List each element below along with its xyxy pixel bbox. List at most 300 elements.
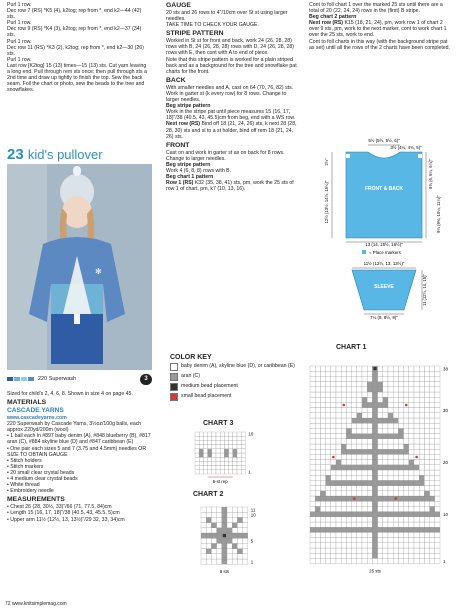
chart-cell	[331, 486, 336, 491]
chart-cell	[310, 444, 315, 449]
chart-cell	[378, 486, 383, 491]
chart-cell	[206, 538, 211, 543]
chart-cell	[398, 506, 403, 511]
chart-cell	[404, 538, 409, 543]
chart-cell	[201, 523, 206, 528]
chart-cell	[352, 527, 357, 532]
chart-cell	[367, 449, 372, 454]
chart-cell	[352, 413, 357, 418]
chart-cell	[229, 449, 233, 453]
chart-cell	[388, 543, 393, 548]
chart-cell	[424, 470, 429, 475]
chart-cell	[414, 371, 419, 376]
chart-cell	[388, 553, 393, 558]
yarn-url[interactable]: www.cascadeyarns.com	[7, 415, 67, 422]
chart-cell	[310, 460, 315, 465]
chart-cell	[326, 532, 331, 537]
chart-cell	[315, 382, 320, 387]
chart-cell	[320, 465, 325, 470]
chart-cell	[336, 496, 341, 501]
chart-cell	[430, 387, 435, 392]
chart-cell	[398, 512, 403, 517]
chart-cell	[341, 470, 346, 475]
place-markers-legend: = Place markers	[369, 250, 401, 255]
chart-cell	[435, 423, 440, 428]
chart-cell	[211, 512, 216, 517]
chart-cell	[232, 523, 237, 528]
chart-cell	[346, 553, 351, 558]
chart-label: 38	[443, 366, 448, 372]
chart-label: 6-st rep	[212, 479, 228, 484]
chart-cell	[419, 527, 424, 532]
chart-cell	[367, 475, 372, 480]
chart-cell	[378, 449, 383, 454]
chart-cell	[419, 506, 424, 511]
chart-cell	[372, 538, 377, 543]
chart-cell	[435, 382, 440, 387]
place-marker-icon	[418, 154, 422, 158]
chart-cell	[367, 434, 372, 439]
materials-section	[7, 391, 152, 523]
chart-cell	[320, 434, 325, 439]
chart-cell	[222, 549, 227, 554]
chart-cell	[398, 543, 403, 548]
chart-cell	[336, 423, 341, 428]
chart-cell	[367, 496, 372, 501]
chart-cell	[211, 528, 216, 533]
chart-cell	[414, 376, 419, 381]
chart-cell	[409, 517, 414, 522]
chart-cell	[378, 491, 383, 496]
chart-cell	[414, 449, 419, 454]
chart-cell	[346, 366, 351, 371]
chart-cell	[352, 423, 357, 428]
back-next-row-text: Bind off 18 (21, 24, 26) sts, k next 28 (28, 28, 30) sts and sl to a st holder, bind off rem 18 (21, 24, 26) sts.	[166, 121, 297, 140]
chart2-title: CHART 2	[193, 491, 224, 498]
chart-cell	[237, 538, 242, 543]
chart-cell	[435, 413, 440, 418]
chart-cell	[419, 517, 424, 522]
schematic-neck-width: 5½ (5½, 5½, 6)"	[368, 138, 400, 143]
chart-cell	[220, 432, 224, 436]
color-key-item	[170, 363, 310, 371]
chart-cell	[362, 428, 367, 433]
chart-cell	[424, 449, 429, 454]
chart-cell	[341, 387, 346, 392]
chart-cell	[331, 522, 336, 527]
chart-cell	[362, 512, 367, 517]
chart-cell	[414, 402, 419, 407]
chart-cell	[206, 549, 211, 554]
chart-cell	[357, 402, 362, 407]
chart-cell	[435, 491, 440, 496]
chart-cell	[372, 512, 377, 517]
chart-cell	[232, 549, 237, 554]
chart-cell	[315, 496, 320, 501]
chart-cell	[362, 460, 367, 465]
chart-cell	[409, 465, 414, 470]
chart-cell	[336, 449, 341, 454]
chart-cell	[336, 366, 341, 371]
chart-cell	[388, 548, 393, 553]
chart-cell	[336, 491, 341, 496]
chart-cell	[419, 480, 424, 485]
chart-cell	[341, 532, 346, 537]
chart-cell	[393, 418, 398, 423]
chart-cell	[357, 491, 362, 496]
chart-cell	[367, 428, 372, 433]
chart-cell	[398, 491, 403, 496]
chart-cell	[352, 532, 357, 537]
chart-cell	[424, 376, 429, 381]
chart-cell	[199, 445, 203, 449]
small-bead-marker	[405, 404, 408, 407]
chart-cell	[310, 548, 315, 553]
chart-cell	[404, 371, 409, 376]
chart-cell	[320, 506, 325, 511]
yarn-info-bar	[7, 372, 152, 386]
chart-cell	[393, 491, 398, 496]
chart-cell	[222, 559, 227, 564]
small-bead-marker	[395, 497, 398, 500]
yarn-swatch	[28, 377, 34, 381]
chart-cell	[383, 512, 388, 517]
chart-cell	[378, 454, 383, 459]
chart-cell	[372, 444, 377, 449]
chart-cell	[409, 439, 414, 444]
chart-cell	[320, 454, 325, 459]
chart-cell	[362, 366, 367, 371]
chart-cell	[199, 440, 203, 444]
chart-cell	[237, 559, 242, 564]
schematic-sleeve-top: 11½ (12½, 13, 13½)"	[363, 261, 405, 266]
chart-cell	[388, 423, 393, 428]
chart-cell	[367, 454, 372, 459]
chart-cell	[341, 439, 346, 444]
chart-cell	[237, 543, 242, 548]
chart-cell	[393, 434, 398, 439]
chart-cell	[346, 439, 351, 444]
color-swatch	[170, 383, 178, 391]
chart-cell	[430, 491, 435, 496]
chart-cell	[404, 532, 409, 537]
chart-cell	[367, 392, 372, 397]
chart-cell	[208, 436, 212, 440]
chart-cell	[320, 480, 325, 485]
chart-cell	[346, 501, 351, 506]
chart-cell	[211, 549, 216, 554]
chart-cell	[203, 466, 207, 470]
chart-cell	[336, 382, 341, 387]
chart-cell	[367, 548, 372, 553]
chart-cell	[404, 558, 409, 563]
chart-label: 10	[250, 512, 256, 518]
chart-cell	[346, 413, 351, 418]
chart-cell	[326, 543, 331, 548]
chart-cell	[430, 538, 435, 543]
chart-cell	[435, 371, 440, 376]
chart-cell	[220, 453, 224, 457]
stripe-heading: STRIPE PATTERN	[166, 30, 224, 38]
chart-cell	[199, 461, 203, 465]
chart-cell	[362, 475, 367, 480]
chart-cell	[362, 371, 367, 376]
chart-cell	[372, 428, 377, 433]
chart-cell	[203, 457, 207, 461]
chart-cell	[212, 466, 216, 470]
chart-cell	[435, 444, 440, 449]
chart-cell	[383, 382, 388, 387]
chart3-grid	[193, 430, 263, 484]
chart-cell	[409, 475, 414, 480]
chart-cell	[310, 392, 315, 397]
pattern-instructions-col2	[166, 2, 300, 192]
chart-cell	[243, 559, 248, 564]
chart-cell	[419, 558, 424, 563]
chart-cell	[203, 440, 207, 444]
chart-cell	[378, 408, 383, 413]
chart-cell	[199, 466, 203, 470]
chart-cell	[414, 387, 419, 392]
chart-cell	[224, 457, 228, 461]
chart-cell	[372, 465, 377, 470]
chart-cell	[326, 480, 331, 485]
chart-cell	[372, 423, 377, 428]
chart-cell	[424, 491, 429, 496]
chart-cell	[393, 371, 398, 376]
chart-cell	[367, 543, 372, 548]
chart-cell	[419, 501, 424, 506]
chart-cell	[430, 428, 435, 433]
chart-cell	[232, 533, 237, 538]
chart-cell	[203, 461, 207, 465]
chart-cell	[430, 402, 435, 407]
chart-cell	[404, 517, 409, 522]
chart-cell	[419, 418, 424, 423]
chart-cell	[414, 491, 419, 496]
chart-cell	[320, 491, 325, 496]
chart-cell	[435, 543, 440, 548]
chart-cell	[424, 522, 429, 527]
chart-cell	[430, 486, 435, 491]
chart-cell	[352, 439, 357, 444]
chart-cell	[331, 428, 336, 433]
chart-cell	[357, 538, 362, 543]
back-stripe-subheading: Beg stripe pattern	[166, 103, 211, 110]
chart-cell	[414, 512, 419, 517]
chart-cell	[341, 392, 346, 397]
chart-cell	[378, 382, 383, 387]
schematic-sleeve-cuff: 7¼ (8, 8½, 9)"	[370, 315, 398, 320]
chart-cell	[388, 501, 393, 506]
chart-cell	[320, 376, 325, 381]
chart-cell	[331, 527, 336, 532]
chart-cell	[430, 366, 435, 371]
chart-cell	[404, 454, 409, 459]
chart-cell	[315, 449, 320, 454]
chart-cell	[352, 517, 357, 522]
chart-cell	[203, 445, 207, 449]
chart-cell	[241, 449, 245, 453]
chart-cell	[404, 439, 409, 444]
chart-cell	[357, 376, 362, 381]
chart-cell	[393, 506, 398, 511]
chart-cell	[320, 402, 325, 407]
chart-cell	[212, 449, 216, 453]
chart-cell	[326, 522, 331, 527]
chart-cell	[388, 465, 393, 470]
chart-cell	[341, 413, 346, 418]
chart-cell	[435, 532, 440, 537]
chart-cell	[378, 418, 383, 423]
chart-cell	[233, 436, 237, 440]
chart-cell	[346, 532, 351, 537]
chart-cell	[362, 558, 367, 563]
chart-cell	[233, 449, 237, 453]
chart-cell	[357, 522, 362, 527]
chart-cell	[419, 543, 424, 548]
chart-cell	[315, 470, 320, 475]
chart-cell	[383, 376, 388, 381]
chart-cell	[346, 449, 351, 454]
chart-cell	[393, 543, 398, 548]
chart-cell	[393, 527, 398, 532]
chart-cell	[241, 457, 245, 461]
chart-cell	[331, 480, 336, 485]
chart-cell	[326, 439, 331, 444]
chart-cell	[331, 418, 336, 423]
chart-cell	[352, 486, 357, 491]
chart-cell	[430, 454, 435, 459]
chart-cell	[393, 465, 398, 470]
chart-cell	[336, 454, 341, 459]
chart-cell	[404, 413, 409, 418]
chart-cell	[315, 475, 320, 480]
chart-cell	[206, 559, 211, 564]
chart-label: 1	[443, 558, 446, 564]
chart-cell	[430, 434, 435, 439]
chart-cell	[435, 548, 440, 553]
chart-cell	[404, 496, 409, 501]
material-item: • Stitch markers	[7, 463, 44, 470]
chart-cell	[404, 548, 409, 553]
chart-cell	[227, 507, 232, 512]
chart-cell	[372, 376, 377, 381]
chart-cell	[378, 439, 383, 444]
chart-cell	[241, 453, 245, 457]
chart-cell	[367, 480, 372, 485]
chart-cell	[388, 538, 393, 543]
chart-cell	[341, 465, 346, 470]
chart-cell	[315, 480, 320, 485]
chart-cell	[409, 444, 414, 449]
chart-cell	[409, 480, 414, 485]
kid-pullover-photo	[7, 164, 152, 370]
chart-cell	[435, 496, 440, 501]
schematic-body-length: 9¼ (9¾, 10¼, 11¼)"	[436, 195, 441, 233]
color-key-item	[170, 373, 310, 381]
chart-cell	[201, 533, 206, 538]
chart-cell	[409, 506, 414, 511]
chart-cell	[398, 465, 403, 470]
chart-cell	[435, 506, 440, 511]
chart-cell	[398, 532, 403, 537]
chart-cell	[414, 532, 419, 537]
chart-cell	[430, 548, 435, 553]
chart-cell	[237, 449, 241, 453]
chart-cell	[336, 506, 341, 511]
chart-cell	[409, 413, 414, 418]
chart-cell	[388, 392, 393, 397]
chart-cell	[393, 413, 398, 418]
chart-cell	[203, 449, 207, 453]
chart-cell	[378, 392, 383, 397]
chart-cell	[315, 397, 320, 402]
chart-cell	[341, 434, 346, 439]
chart-cell	[362, 470, 367, 475]
chart-cell	[424, 558, 429, 563]
chart-cell	[216, 440, 220, 444]
chart-cell	[388, 532, 393, 537]
pattern-number: 23	[7, 146, 24, 163]
chart-cell	[378, 387, 383, 392]
yarn-swatch	[14, 377, 20, 381]
chart-cell	[352, 402, 357, 407]
chart-cell	[388, 428, 393, 433]
chart-cell	[352, 512, 357, 517]
chart-cell	[336, 480, 341, 485]
chart-cell	[357, 465, 362, 470]
chart-cell	[372, 387, 377, 392]
chart1-continue-text: Cont to foll chart 1 over the marked 25 sts until there are a total of 20 (22, 24, 24) rows in the (first) B stripe.	[309, 2, 443, 15]
chart-cell	[414, 434, 419, 439]
material-item: • Embroidery needle	[7, 488, 54, 495]
chart-cell	[336, 532, 341, 537]
chart-cell	[352, 558, 357, 563]
chart-cell	[212, 440, 216, 444]
chart-cell	[331, 558, 336, 563]
chart-cell	[331, 366, 336, 371]
chart-cell	[383, 454, 388, 459]
chart-cell	[243, 523, 248, 528]
chart-cell	[435, 517, 440, 522]
chart-cell	[362, 522, 367, 527]
chart-cell	[409, 512, 414, 517]
medium-bead-marker	[223, 534, 226, 537]
chart-cell	[404, 428, 409, 433]
chart-cell	[341, 517, 346, 522]
small-bead-marker	[332, 456, 335, 459]
chart-cell	[222, 543, 227, 548]
chart-cell	[320, 449, 325, 454]
chart-cell	[367, 408, 372, 413]
chart-cell	[331, 376, 336, 381]
chart-cell	[326, 434, 331, 439]
chart-cell	[320, 366, 325, 371]
chart-cell	[320, 428, 325, 433]
chart-cell	[222, 507, 227, 512]
chart-cell	[222, 538, 227, 543]
charts-continue-text: Cont to foll charts in this way (with the background stripe pat as set) until all the rows of the 2 charts have been completed.	[309, 38, 451, 51]
chart-cell	[430, 517, 435, 522]
chart-cell	[336, 408, 341, 413]
chart-cell	[435, 475, 440, 480]
chart-cell	[336, 465, 341, 470]
chart-cell	[372, 501, 377, 506]
chart-cell	[383, 506, 388, 511]
chart-cell	[357, 470, 362, 475]
chart-cell	[404, 522, 409, 527]
